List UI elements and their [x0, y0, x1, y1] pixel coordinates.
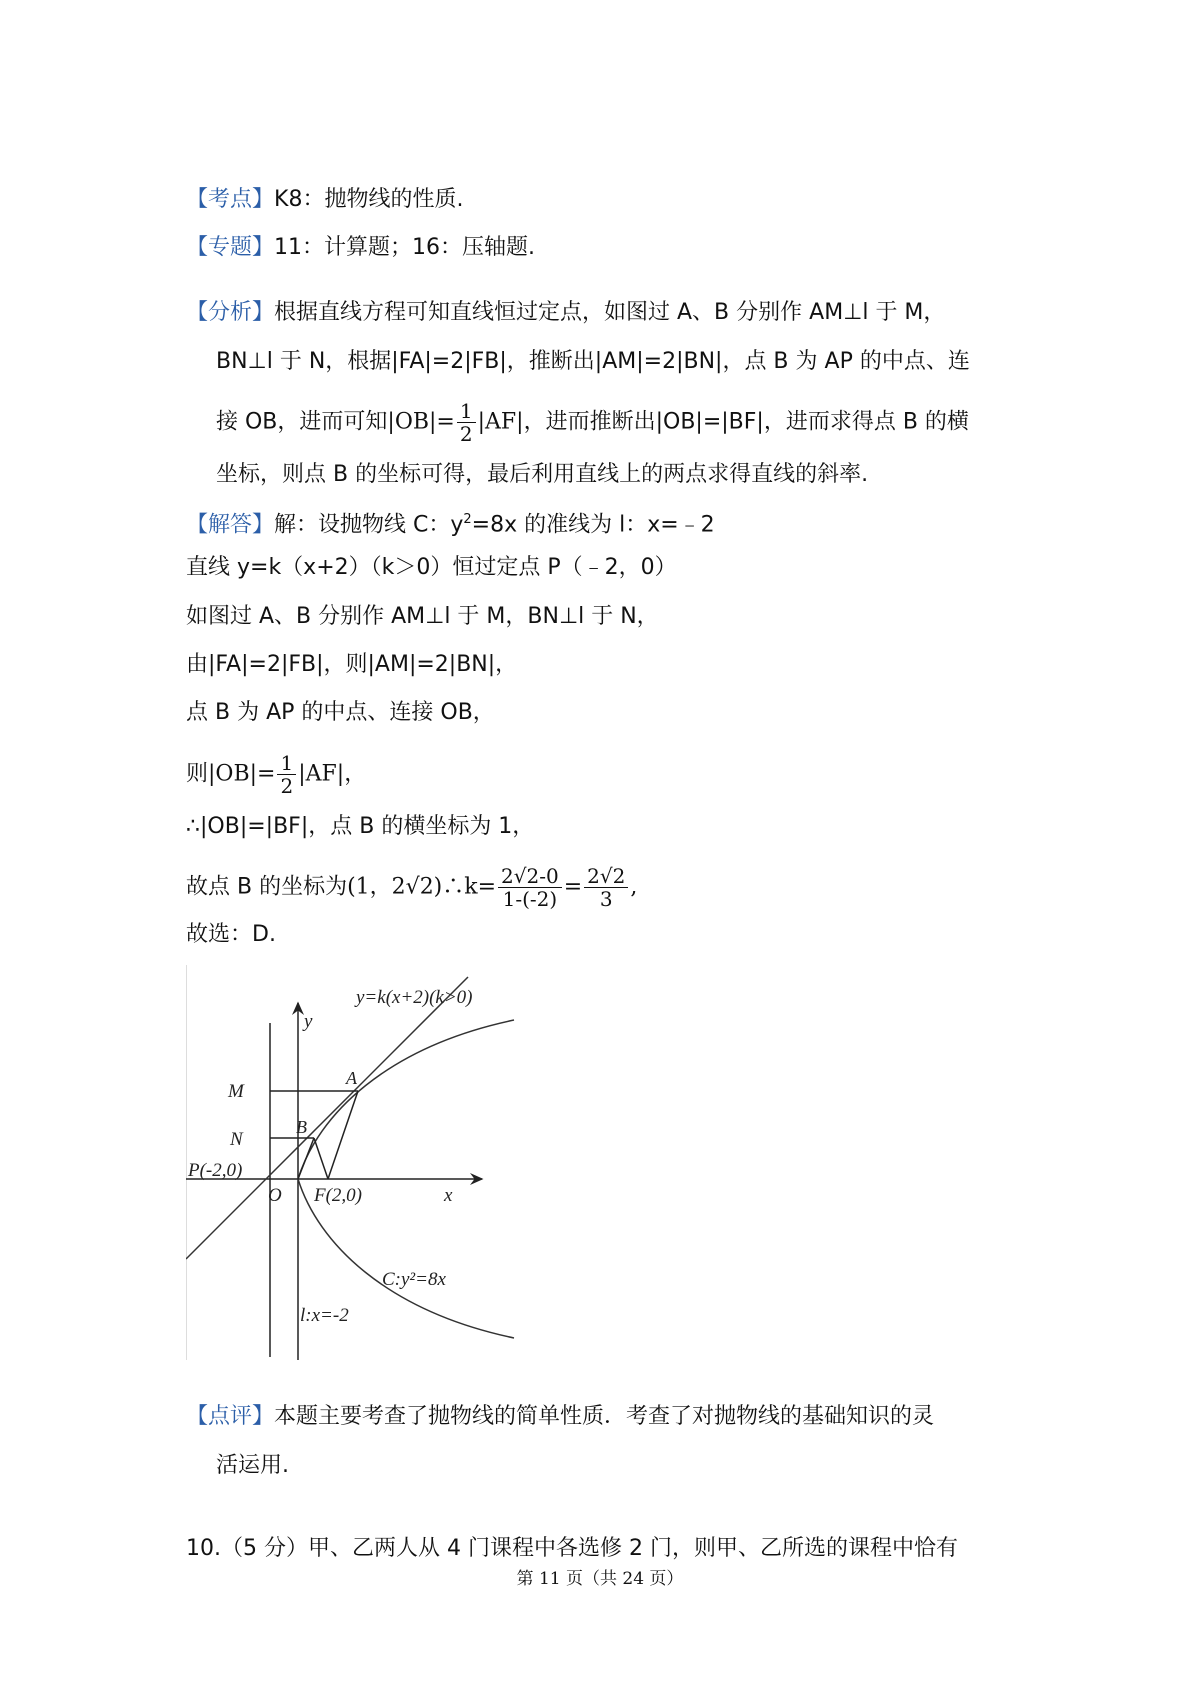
jieda-line-2: 直线 y=k（x+2）（k＞0）恒过定点 P（﹣2，0） [186, 555, 677, 580]
fraction-numerator: 2√2-0 [498, 865, 562, 888]
fraction-slope [498, 865, 562, 910]
jieda-text-8b: (1，2√2)∴k= [347, 874, 497, 900]
fraction-slope-result [584, 865, 628, 910]
page-footer: 第 11 页（共 24 页） [516, 1569, 684, 1589]
fraction-half [457, 400, 476, 445]
jieda-line-9: 故选：D. [186, 922, 276, 947]
fraction-half [277, 752, 296, 797]
jieda-line-5: 点 B 为 AP 的中点、连接 OB， [186, 700, 495, 725]
fenxi-text-3d: ，进而推断出|OB|=|BF|，进而求得点 B 的横 [523, 409, 969, 435]
jieda-text-6b: |OB|= [208, 761, 276, 787]
jieda-text-8a: 故点 B 的坐标为 [186, 874, 348, 900]
fenxi-line-3 [216, 400, 969, 445]
fraction-numerator: 1 [277, 752, 296, 775]
point-p-label: P(-2,0) [188, 1160, 243, 1181]
fraction-denominator: 2 [459, 422, 473, 446]
point-m-label: M [228, 1081, 244, 1102]
jieda-text-8d: , [630, 874, 638, 900]
jieda-text-6a: 则 [186, 761, 209, 787]
origin-label: O [268, 1185, 282, 1206]
fenxi-tag: 【分析】 [186, 300, 275, 325]
fenxi-text-3b: |OB|= [387, 409, 455, 435]
fenxi-text-3a: 接 OB，进而可知 [216, 409, 388, 435]
jieda-line-3: 如图过 A、B 分别作 AM⊥l 于 M，BN⊥l 于 N， [186, 604, 659, 629]
jieda-text-6d: ， [344, 761, 367, 787]
line-equation-label: y=k(x+2)(k>0) [356, 987, 473, 1008]
parabola-figure [186, 965, 526, 1360]
point-a-label: A [346, 1068, 357, 1088]
jieda-text-1a: 解：设抛物线 C：y [274, 512, 464, 538]
kaodian-text: K8：抛物线的性质. [274, 187, 464, 212]
fenxi-text-1: 根据直线方程可知直线恒过定点，如图过 A、B 分别作 AM⊥l 于 M， [274, 300, 946, 325]
zhuanti-tag: 【专题】 [186, 235, 275, 260]
question-10: 10.（5 分）甲、乙两人从 4 门课程中各选修 2 门，则甲、乙所选的课程中恰有 [186, 1536, 958, 1561]
zhuanti-text: 11：计算题；16：压轴题. [274, 235, 535, 260]
zhuanti-line [186, 233, 535, 263]
jieda-line-1 [186, 505, 715, 540]
jieda-line-4: 由|FA|=2|FB|，则|AM|=2|BN|， [186, 652, 518, 677]
exponent: 2 [463, 512, 472, 527]
fenxi-line-4: 坐标，则点 B 的坐标可得，最后利用直线上的两点求得直线的斜率. [216, 462, 869, 487]
segment-bf [314, 1138, 328, 1179]
dianping-line-2: 活运用. [216, 1453, 289, 1478]
kaodian-line [186, 185, 463, 215]
dianping-line-1 [186, 1402, 934, 1432]
fraction-denominator: 3 [599, 887, 613, 911]
kaodian-tag: 【考点】 [186, 187, 275, 212]
point-f-label: F(2,0) [314, 1185, 363, 1206]
segment-fa [328, 1091, 358, 1179]
point-b-label: B [296, 1117, 307, 1137]
jieda-text-6c: |AF| [298, 761, 345, 787]
fenxi-line-1 [186, 298, 945, 328]
point-n-label: N [230, 1129, 243, 1150]
fraction-denominator: 1-(-2) [502, 887, 558, 911]
jieda-text-8c: = [563, 874, 583, 900]
dianping-tag: 【点评】 [186, 1404, 275, 1429]
parabola-upper [298, 1020, 514, 1179]
fraction-denominator: 2 [280, 774, 294, 798]
x-axis-label: x [444, 1185, 453, 1206]
fenxi-text-3c: |AF| [477, 409, 524, 435]
jieda-line-8 [186, 865, 637, 910]
jieda-line-6 [186, 752, 366, 797]
fraction-numerator: 2√2 [584, 865, 628, 888]
jieda-line-7: ∴|OB|=|BF|，点 B 的横坐标为 1， [186, 814, 535, 839]
line-through-p [186, 977, 468, 1259]
fraction-numerator: 1 [457, 400, 476, 423]
jieda-text-1b: =8x 的准线为 l：x=﹣2 [471, 512, 715, 538]
directrix-label: l:x=-2 [300, 1305, 349, 1326]
dianping-text-1: 本题主要考查了抛物线的简单性质．考查了对抛物线的基础知识的灵 [274, 1404, 935, 1429]
y-axis-label: y [304, 1011, 313, 1032]
parabola-label: C:y²=8x [382, 1269, 446, 1290]
fenxi-line-2: BN⊥l 于 N，根据|FA|=2|FB|，推断出|AM|=2|BN|，点 B 为 AP 的中点、连 [216, 349, 970, 374]
jieda-tag: 【解答】 [186, 512, 275, 538]
